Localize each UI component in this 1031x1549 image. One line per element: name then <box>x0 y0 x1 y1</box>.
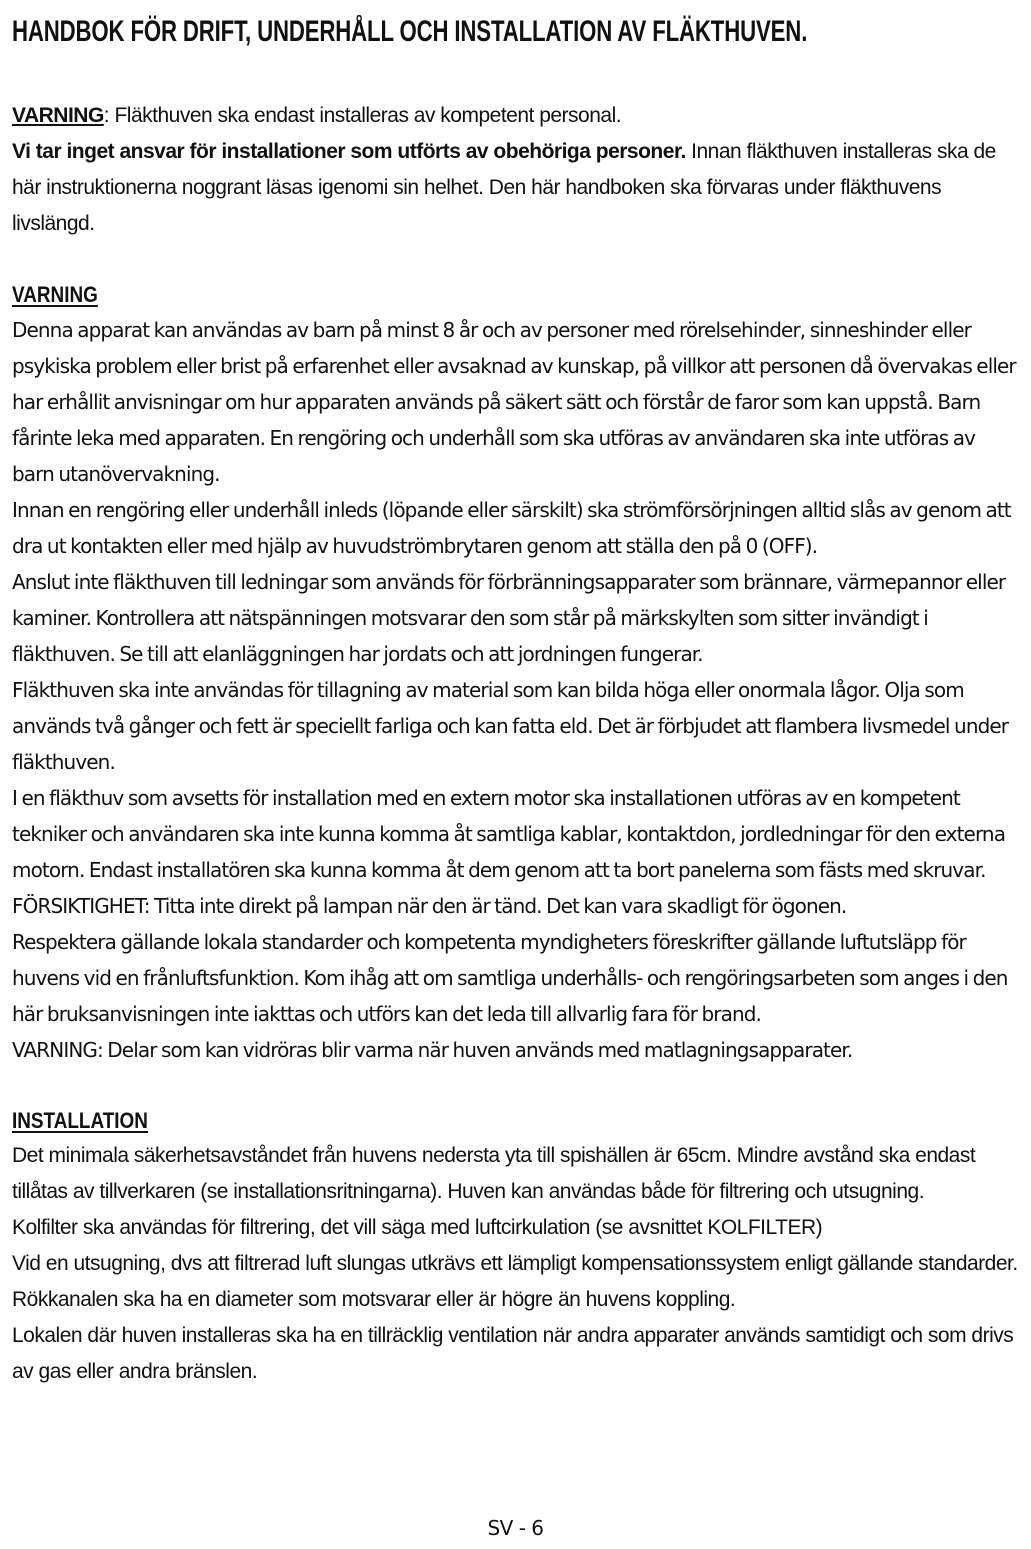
manual-page <box>12 10 1020 1390</box>
intro-section <box>12 98 1020 242</box>
intro-warning-label: VARNING <box>12 104 104 127</box>
warning-paragraph-3: Anslut inte fläkthuven till ledningar som används för förbränningsapparater som brännare, värmepannor eller kaminer. Kontrollera att nätspänningen motsvarar den som står på märkskylten som sitter invändigt i fläkthuven. Se till att elanläggningen har jordats och att jordningen fungerar. <box>12 570 1006 666</box>
installation-paragraph-1: Det minimala säkerhetsavståndet från huvens nedersta yta till spishällen är 65cm. Mindre avstånd ska endast tillåtas av tillverkaren (se installationsritningarna). Huven kan användas både för filtrering och utsugning. <box>12 1144 976 1203</box>
installation-paragraph-2: Kolfilter ska användas för filtrering, det vill säga med luftcirkulation (se avsnittet KOLFILTER) <box>12 1216 823 1239</box>
warning-paragraph-6: FÖRSIKTIGHET: Titta inte direkt på lampan när den är tänd. Det kan vara skadligt för ögonen. <box>12 894 847 918</box>
installation-section <box>12 1104 1020 1390</box>
warning-paragraph-8: VARNING: Delar som kan vidröras blir varma när huven används med matlagningsapparater. <box>12 1038 853 1062</box>
warning-paragraph-7: Respektera gällande lokala standarder och kompetenta myndigheters föreskrifter gällande luftutsläpp för huvens vid en frånluftsfunktion. Kom ihåg att om samtliga underhålls- och rengöringsarbeten som anges i den här bruksanvisningen inte iakttas och utförs kan det leda till allvarlig fara för brand. <box>12 930 1008 1026</box>
intro-paragraph <box>12 98 1020 242</box>
intro-warning-text: : Fläkthuven ska endast installeras av kompetent personal. <box>103 104 622 127</box>
page-number: SV - 6 <box>487 1516 544 1540</box>
warning-paragraph-1: Denna apparat kan användas av barn på minst 8 år och av personer med rörelsehinder, sinneshinder eller psykiska problem eller brist på erfarenhet eller avsaknad av kunskap, på villkor att personen då övervakas eller har erhållit anvisningar om hur apparaten används på säkert sätt och förstår de faror som kan uppstå. Barn fårinte leka med apparaten. En rengöring och underhåll som ska utföras av användaren ska inte utföras av barn utanövervakning. <box>12 318 1016 486</box>
warning-paragraph-2: Innan en rengöring eller underhåll inleds (löpande eller särskilt) ska strömförsörjningen alltid slås av genom att dra ut kontakten eller med hjälp av huvudströmbrytaren genom att ställa den på 0 (OFF). <box>12 498 1011 558</box>
installation-heading: INSTALLATION <box>12 1108 148 1133</box>
intro-rest-text: Innan fläkthuven installeras ska de här instruktionerna noggrant läsas igenomi sin helhet. Den här handboken ska förvaras under fläkthuvens livslängd. <box>12 140 996 235</box>
warning-heading: VARNING <box>12 282 98 307</box>
installation-paragraph-3: Vid en utsugning, dvs att filtrerad luft slungas utkrävs ett lämpligt kompensationssystem enligt gällande standarder. Rökkanalen ska ha en diameter som motsvarar eller är högre än huvens koppling. <box>12 1252 1018 1311</box>
page-title: HANDBOK FÖR DRIFT, UNDERHÅLL OCH INSTALLATION AV FLÄKTHUVEN. <box>12 15 808 48</box>
warning-paragraph-4: Fläkthuven ska inte användas för tillagning av material som kan bilda höga eller onormala lågor. Olja som används två gånger och fett är speciellt farliga och kan fatta eld. Det är förbjudet att flambera livsmedel under fläkthuven. <box>12 678 1009 774</box>
warning-paragraph-5: I en fläkthuv som avsetts för installation med en extern motor ska installationen utföras av en kompetent tekniker och användaren ska inte kunna komma åt samtliga kablar, kontaktdon, jordledningar för den externa motorn. Endast installatören ska kunna komma åt dem genom att ta bort panelerna som fästs med skruvar. <box>12 786 1006 882</box>
intro-bold-text: Vi tar inget ansvar för installationer som utförts av obehöriga personer. <box>12 140 686 163</box>
installation-paragraph-4: Lokalen där huven installeras ska ha en tillräcklig ventilation när andra apparater används samtidigt och som drivs av gas eller andra bränslen. <box>12 1324 1014 1383</box>
warning-section <box>12 278 1020 1068</box>
